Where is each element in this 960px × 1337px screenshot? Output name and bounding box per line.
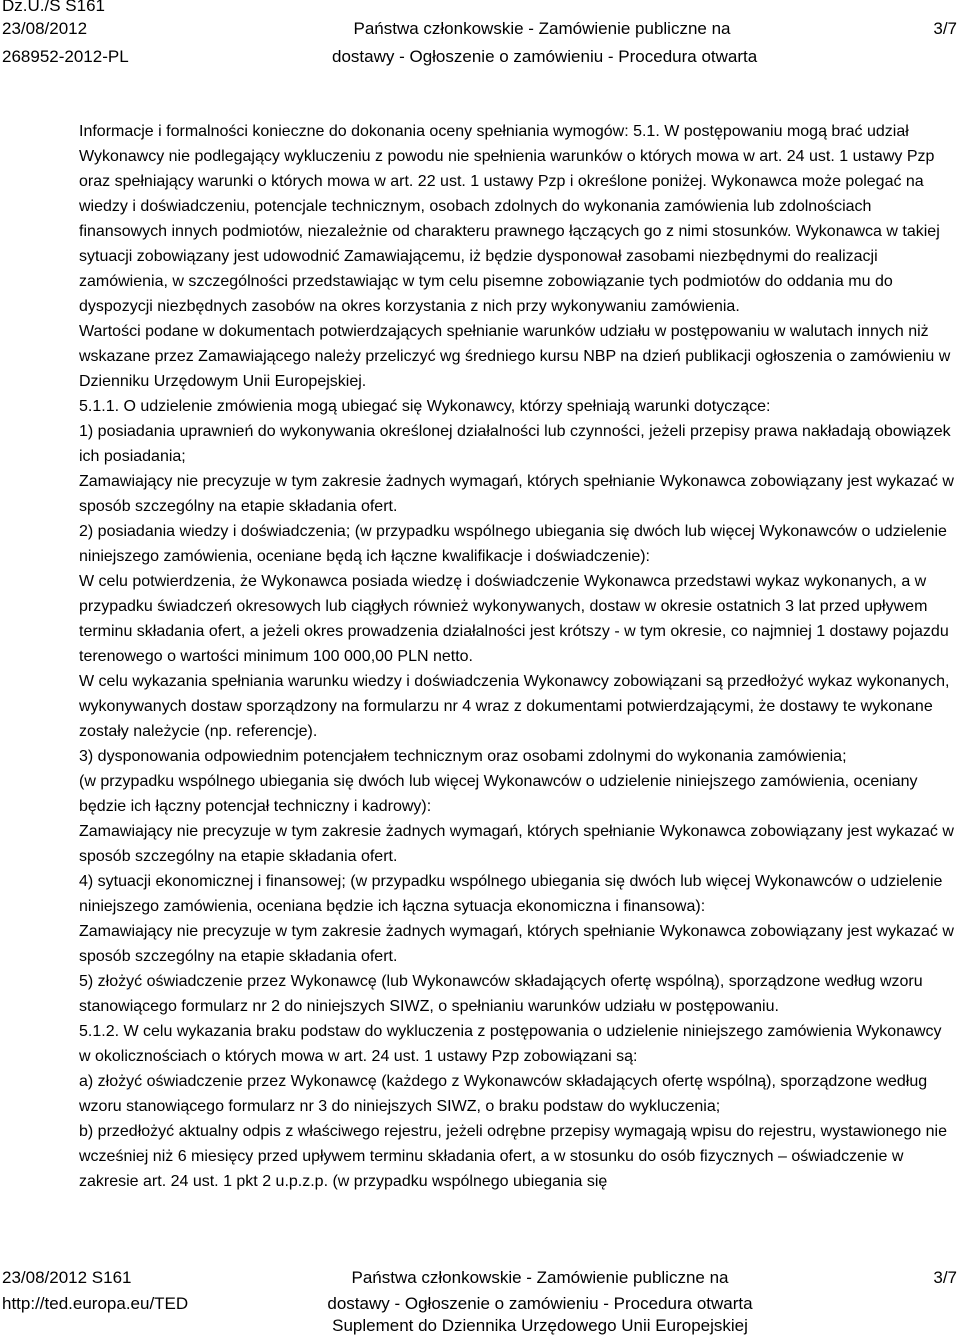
footer-title-line1: Państwa członkowskie - Zamówienie publiczne na xyxy=(351,1268,729,1287)
paragraph: Zamawiający nie precyzuje w tym zakresie żadnych wymagań, których spełnianie Wykonawca zobowiązany jest wykazać w sposób szczególny na etapie składania ofert. xyxy=(79,473,954,515)
paragraph: 2) posiadania wiedzy i doświadczenia; (w przypadku wspólnego ubiegania się dwóch lub więcej Wykonawców o udzielenie niniejszego zamówienia, oceniane będą ich łączne kwalifikacje i doświadczenie): xyxy=(79,523,947,565)
page-footer xyxy=(0,1262,960,1334)
footer-url-link[interactable]: http://ted.europa.eu/TED xyxy=(2,1294,189,1313)
paragraph: b) przedłożyć aktualny odpis z właściwego rejestru, jeżeli odrębne przepisy wymagają wpisu do rejestru, wystawionego nie wcześniej niż 6 miesięcy przed upływem terminu składania ofert, a w stosunku do osób fizycznych – oświadczenie w zakresie art. 24 ust. 1 pkt 2 u.p.z.p. (w przypadku wspólnego ubiegania się xyxy=(79,1123,947,1190)
header-title-line2: dostawy - Ogłoszenie o zamówieniu - Procedura otwarta xyxy=(332,47,758,66)
paragraph: W celu wykazania spełniania warunku wiedzy i doświadczenia Wykonawcy zobowiązani są przedłożyć wykaz wykonanych, wykonywanych dostaw sporządzony na formularzu nr 4 wraz z dokumentami potwierdzającymi, że dostawy te wykonane zostały należycie (np. referencje). xyxy=(79,673,950,740)
footer-supplement: Suplement do Dziennika Urzędowego Unii Europejskiej xyxy=(332,1316,748,1335)
paragraph: a) złożyć oświadczenie przez Wykonawcę (każdego z Wykonawców składających ofertę wspólną), sporządzone według wzoru stanowiącego formularz nr 3 do niniejszych SIWZ, o braku podstaw do wykluczenia; xyxy=(79,1073,928,1115)
paragraph: 5.1.1. O udzielenie zmówienia mogą ubiegać się Wykonawcy, którzy spełniają warunki dotyczące: xyxy=(79,398,771,415)
paragraph: 4) sytuacji ekonomicznej i finansowej; (w przypadku wspólnego ubiegania się dwóch lub więcej Wykonawców o udzielenie niniejszego zamówienia, oceniana będzie ich łączna sytuacja ekonomiczna i finansowa): xyxy=(79,873,943,915)
page-header xyxy=(0,0,960,70)
paragraph: 1) posiadania uprawnień do wykonywania określonej działalności lub czynności, jeżeli przepisy prawa nakładają obowiązek ich posiadania; xyxy=(79,423,951,465)
paragraph: (w przypadku wspólnego ubiegania się dwóch lub więcej Wykonawców o udzielenie niniejszego zamówienia, oceniany będzie ich łączny potencjał techniczny i kadrowy): xyxy=(79,773,918,815)
header-page-number: 3/7 xyxy=(933,19,957,38)
paragraph: Zamawiający nie precyzuje w tym zakresie żadnych wymagań, których spełnianie Wykonawca zobowiązany jest wykazać w sposób szczególny na etapie składania ofert. xyxy=(79,923,954,965)
paragraph: Wartości podane w dokumentach potwierdzających spełnianie warunków udziału w postępowaniu w walutach innych niż wskazane przez Zamawiającego należy przeliczyć wg średniego kursu NBP na dzień publikacji ogłoszenia o zamówieniu w Dzienniku Urzędowym Unii Europejskiej. xyxy=(79,323,951,390)
paragraph: W celu potwierdzenia, że Wykonawca posiada wiedzę i doświadczenie Wykonawca przedstawi wykaz wykonanych, a w przypadku świadczeń okresowych lub ciągłych również wykonywanych, dostaw w okresie ostatnich 3 lat przed upływem terminu składania ofert, a jeżeli okres prowadzenia działalności jest krótszy - w tym okresie, co najmniej 1 dostawy pojazdu terenowego o wartości minimum 100 000,00 PLN netto. xyxy=(79,573,949,665)
paragraph: Zamawiający nie precyzuje w tym zakresie żadnych wymagań, których spełnianie Wykonawca zobowiązany jest wykazać w sposób szczególny na etapie składania ofert. xyxy=(79,823,954,865)
footer-title-line2: dostawy - Ogłoszenie o zamówieniu - Procedura otwarta xyxy=(327,1294,753,1313)
journal-ref: Dz.U./S S161 xyxy=(2,0,105,15)
footer-page-number: 3/7 xyxy=(933,1268,957,1287)
paragraph: Informacje i formalności konieczne do dokonania oceny spełniania wymogów: 5.1. W postępowaniu mogą brać udział Wykonawcy nie podlegający wykluczeniu z powodu nie spełnienia warunków o których mowa w art. 24 ust. 1 ustawy Pzp oraz spełniający warunki o których mowa w art. 22 ust. 1 ustawy Pzp i określone poniżej. Wykonawca może polegać na wiedzy i doświadczeniu, potencjale technicznym, osobach zdolnych do wykonania zamówienia lub zdolnościach finansowych innych podmiotów, niezależnie od charakteru prawnego łączących go z nimi stosunków. Wykonawca w takiej sytuacji zobowiązany jest udowodnić Zamawiającemu, iż będzie dysponował zasobami niezbędnymi do realizacji zamówienia, w szczególności przedstawiając w tym celu pisemne zobowiązanie tych podmiotów do oddania mu do dyspozycji niezbędnych zasobów na okres korzystania z nich przy wykonywaniu zamówienia. xyxy=(79,123,940,315)
paragraph: 5.1.2. W celu wykazania braku podstaw do wykluczenia z postępowania o udzielenie niniejszego zamówienia Wykonawcy w okolicznościach o których mowa w art. 24 ust. 1 ustawy Pzp zobowiązani są: xyxy=(79,1023,942,1065)
document-body xyxy=(79,119,957,1194)
header-date: 23/08/2012 xyxy=(2,19,88,38)
footer-date-series: 23/08/2012 S161 xyxy=(2,1268,132,1287)
header-title-line1: Państwa członkowskie - Zamówienie publiczne na xyxy=(353,19,731,38)
paragraph: 3) dysponowania odpowiednim potencjałem technicznym oraz osobami zdolnymi do wykonania zamówienia; xyxy=(79,748,847,765)
notice-number: 268952-2012-PL xyxy=(2,47,129,66)
paragraph: 5) złożyć oświadczenie przez Wykonawcę (lub Wykonawców składających ofertę wspólną), sporządzone według wzoru stanowiącego formularz nr 2 do niniejszych SIWZ, o spełnianiu warunków udziału w postępowaniu. xyxy=(79,973,923,1015)
